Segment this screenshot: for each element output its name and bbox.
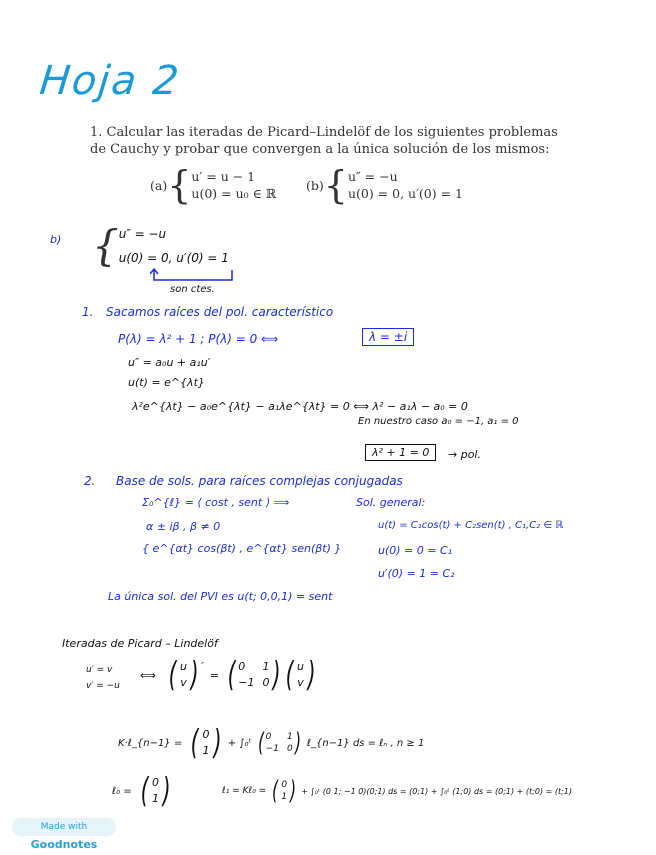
note-system <box>92 222 229 270</box>
l1-label: ℓ₁ = Kℓ₀ = <box>222 786 267 796</box>
page-title: Hoja 2 <box>37 58 183 104</box>
paren: ) <box>190 655 199 695</box>
paren: ( <box>168 655 177 695</box>
paren: ) <box>213 723 222 763</box>
paren: ( <box>227 655 236 695</box>
note-b-label: b) <box>50 233 62 246</box>
system-a-eq2: u(0) = u₀ ∈ ℝ <box>191 186 277 201</box>
iter-lhs: K·ℓ_{n−1} = <box>118 737 183 749</box>
cond1: u(0) = 0 = C₁ <box>378 544 453 557</box>
iter-title: Iteradas de Picard – Lindelöf <box>62 637 218 650</box>
note-sys-eq1: u″ = −u <box>118 227 167 241</box>
m21: −1 <box>265 744 279 754</box>
ode-form: u″ = a₀u + a₁u′ <box>128 356 211 369</box>
ansatz: u(t) = e^{λt} <box>128 376 205 389</box>
l1-definition <box>222 774 652 808</box>
step2-title: Base de sols. para raíces complejas conjugadas <box>116 474 403 488</box>
system-b <box>306 163 463 207</box>
system-a-eq1: u′ = u − 1 <box>191 169 256 184</box>
paren: ( <box>285 655 294 695</box>
paren: ( <box>140 771 149 811</box>
system-b-label: (b) <box>306 177 324 193</box>
m11: 0 <box>238 660 246 673</box>
l1-rest: + ∫₀ᵗ (0 1; −1 0)(0;1) ds = (0;1) + ∫₀ᵗ (1;0) ds = (0;1) + (t;0) = (t;1) <box>301 786 573 796</box>
vec-u: u <box>180 660 188 673</box>
pol-label: → pol. <box>448 448 481 461</box>
system-b-eq2: u(0) = 0, u′(0) = 1 <box>347 186 463 201</box>
m21: −1 <box>238 676 255 689</box>
vec-u: u <box>297 660 305 673</box>
c0a: 0 <box>281 780 288 790</box>
system-a-label: (a) <box>150 177 168 193</box>
paren: ) <box>290 776 297 806</box>
cond2: u′(0) = 1 = C₂ <box>378 567 455 580</box>
c0b: 1 <box>202 744 210 757</box>
paren: ) <box>162 771 171 811</box>
m12: 1 <box>262 660 270 673</box>
char-box: λ² + 1 = 0 <box>365 444 436 461</box>
goodnotes-badge[interactable] <box>12 818 116 851</box>
paren: ( <box>272 776 279 806</box>
equiv-symbol: ⟺ <box>140 668 156 682</box>
poly-line: P(λ) = λ² + 1 ; P(λ) = 0 ⟺ <box>118 332 279 346</box>
gen-sol-label: Sol. general: <box>356 496 426 509</box>
problem-number: 1. <box>90 125 103 140</box>
c0b: 1 <box>281 792 288 802</box>
basis-set: { e^{αt} cos(βt) , e^{αt} sen(βt) } <box>142 542 342 555</box>
roots-box: λ = ±i <box>362 328 414 346</box>
sys-eq2: v′ = −u <box>86 681 120 691</box>
note-sys-eq2: u(0) = 0, u′(0) = 1 <box>118 251 229 265</box>
matrix-equation <box>140 655 318 695</box>
step2-number: 2. <box>84 474 96 488</box>
c0a: 0 <box>202 728 210 741</box>
brace: { <box>92 221 119 270</box>
paren: ) <box>294 728 301 758</box>
gen-sol: u(t) = C₁cos(t) + C₂sen(t) , C₁,C₂ ∈ ℝ <box>378 520 564 531</box>
problem-text: Calcular las iteradas de Picard–Lindelöf de los siguientes problemas de Cauchy y probar que convergen a la única solución de los mismos: <box>90 125 558 157</box>
paren: ( <box>190 723 199 763</box>
badge-brand: Goodnotes <box>30 838 98 851</box>
sys-eq1: u′ = v <box>86 665 113 675</box>
basis-line: Σ₀^{ℓ} = ⟨ cost , sent ⟩ ⟹ <box>142 496 290 509</box>
paren: ) <box>272 655 281 695</box>
m11: 0 <box>265 732 272 742</box>
c0b: 1 <box>151 792 159 805</box>
paren: ) <box>307 655 316 695</box>
l0-label: ℓ₀ = <box>112 785 132 797</box>
vec-v: v <box>180 676 187 689</box>
brace: { <box>323 163 348 207</box>
unique-solution: La única sol. del PVI es u(t; 0,0,1) = sent <box>108 590 333 603</box>
equals: = <box>209 668 220 682</box>
m22: 0 <box>286 744 293 754</box>
iteration-formula <box>118 723 425 763</box>
vec-v: v <box>297 676 304 689</box>
step1-title: Sacamos raíces del pol. característico <box>106 305 334 319</box>
brace: { <box>167 163 192 207</box>
c0a: 0 <box>151 776 159 789</box>
note-son-ctes: son ctes. <box>170 284 215 295</box>
alpha-beta: α ± iβ , β ≠ 0 <box>146 520 221 533</box>
system-b-eq1: u″ = −u <box>347 169 398 184</box>
m22: 0 <box>262 676 270 689</box>
substitution: λ²e^{λt} − a₀e^{λt} − a₁λe^{λt} = 0 ⟺ λ² − a₁λ − a₀ = 0 <box>132 400 468 413</box>
m12: 1 <box>286 732 293 742</box>
step1-number: 1. <box>82 305 94 319</box>
problem-statement <box>90 124 560 158</box>
first-order-system <box>86 662 120 694</box>
paren: ( <box>257 728 264 758</box>
prime: ′ <box>201 659 204 673</box>
case-note: En nuestro caso a₀ = −1, a₁ = 0 <box>358 416 519 427</box>
iter-integral: + ∫₀ᵗ <box>227 737 252 749</box>
iter-rhs: ℓ_{n−1} ds = ℓₙ , n ≥ 1 <box>306 737 425 749</box>
badge-made-with: Made with <box>40 822 88 832</box>
l0-definition <box>112 771 173 811</box>
system-a <box>150 163 277 207</box>
